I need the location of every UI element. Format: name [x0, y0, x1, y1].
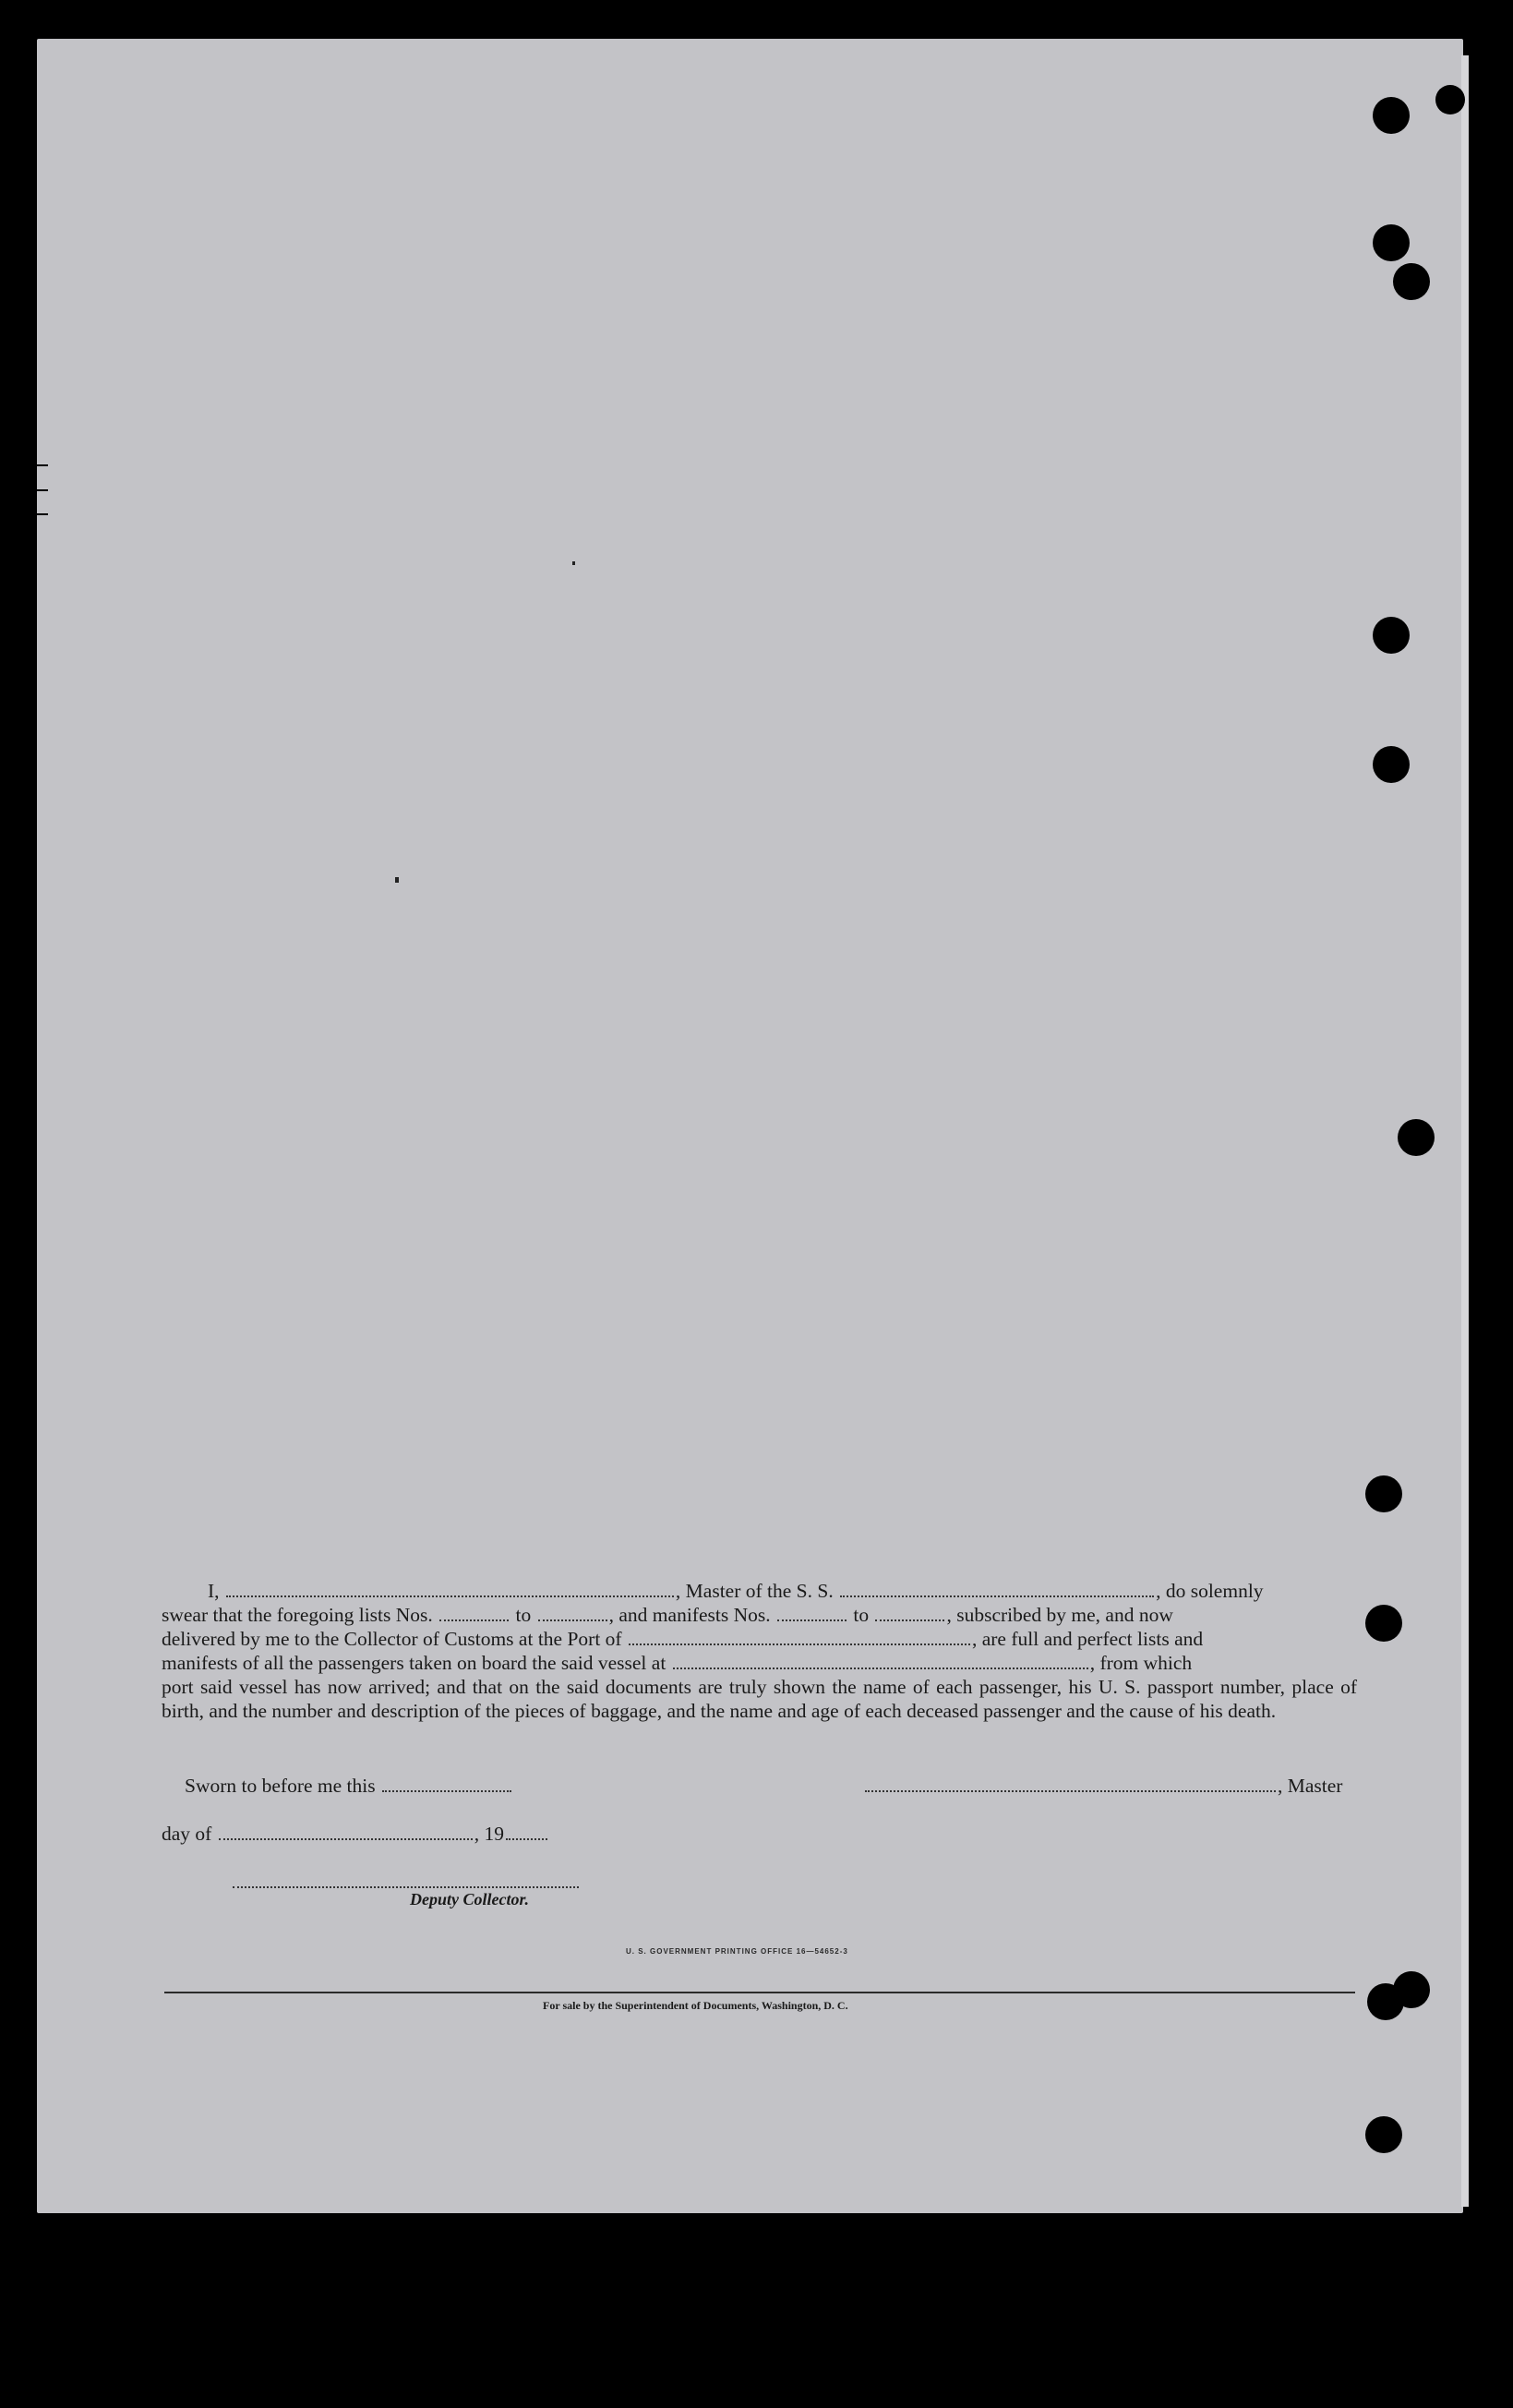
- oath-master-of: , Master of the S. S.: [675, 1580, 834, 1602]
- oath-to-2: to: [853, 1604, 870, 1626]
- month-blank[interactable]: [219, 1838, 473, 1840]
- oath-paragraph: [162, 1579, 1357, 1723]
- sworn-label: Sworn to before me this: [185, 1775, 376, 1797]
- departure-port-blank[interactable]: [673, 1668, 1088, 1669]
- punch-hole: [1393, 263, 1430, 300]
- master-signature-blank[interactable]: [865, 1790, 1276, 1792]
- punch-hole: [1373, 617, 1410, 654]
- oath-solemnly: , do solemnly: [1156, 1580, 1264, 1602]
- day-of-label: day of: [162, 1823, 212, 1845]
- sale-notice: For sale by the Superintendent of Documents, Washington, D. C.: [543, 1999, 848, 2012]
- oath-i: I,: [208, 1580, 220, 1602]
- oath-full-perfect: , are full and perfect lists and: [971, 1628, 1204, 1650]
- punch-hole: [1373, 97, 1410, 134]
- oath-manifests: , and manifests Nos.: [608, 1604, 771, 1626]
- edge-mark: [37, 489, 48, 491]
- oath-subscribed: , subscribed by me, and now: [946, 1604, 1173, 1626]
- master-signature-row: [863, 1775, 1342, 1798]
- ship-name-blank[interactable]: [840, 1595, 1154, 1597]
- year-label: , 19: [474, 1823, 504, 1845]
- sworn-row: [185, 1775, 513, 1798]
- oath-manifests-all: manifests of all the passengers taken on board the said vessel at: [162, 1652, 666, 1674]
- punch-hole: [1373, 224, 1410, 261]
- master-name-blank[interactable]: [226, 1595, 674, 1597]
- oath-delivered: delivered by me to the Collector of Customs at the Port of: [162, 1628, 622, 1650]
- oath-swear: swear that the foregoing lists Nos.: [162, 1604, 433, 1626]
- manifest-from-blank[interactable]: [777, 1619, 847, 1621]
- edge-mark: [37, 464, 48, 466]
- page-edge: [1461, 55, 1469, 2207]
- master-label: , Master: [1278, 1775, 1343, 1797]
- port-blank[interactable]: [629, 1643, 970, 1645]
- edge-mark: [37, 513, 48, 515]
- punch-hole: [1365, 1605, 1402, 1642]
- ink-speck: [572, 561, 575, 565]
- year-blank[interactable]: [506, 1838, 547, 1840]
- punch-hole: [1373, 746, 1410, 783]
- gpo-imprint: U. S. GOVERNMENT PRINTING OFFICE 16—54652-3: [626, 1947, 848, 1956]
- list-to-blank[interactable]: [538, 1619, 607, 1621]
- punch-hole: [1398, 1119, 1435, 1156]
- oath-rest: port said vessel has now arrived; and that on the said documents are truly shown the name of each passenger, his U. S. passport number, place of birth, and the number and description of the pieces of baggage, and the name and age of each deceased passenger and the cause of his death.: [162, 1676, 1357, 1722]
- ink-speck: [395, 877, 399, 883]
- sworn-day-blank[interactable]: [382, 1790, 511, 1792]
- deputy-collector-label: Deputy Collector.: [410, 1890, 529, 1908]
- manifest-to-blank[interactable]: [875, 1619, 944, 1621]
- deputy-signature-line[interactable]: [233, 1886, 579, 1888]
- punch-hole: [1365, 2116, 1402, 2153]
- punch-hole: [1435, 85, 1465, 114]
- footer-rule: [164, 1992, 1355, 1993]
- day-of-row: [162, 1823, 549, 1846]
- oath-from-which: , from which: [1089, 1652, 1193, 1674]
- list-from-blank[interactable]: [439, 1619, 509, 1621]
- punch-hole: [1365, 1475, 1402, 1512]
- punch-hole: [1393, 1971, 1430, 2008]
- oath-to-1: to: [515, 1604, 532, 1626]
